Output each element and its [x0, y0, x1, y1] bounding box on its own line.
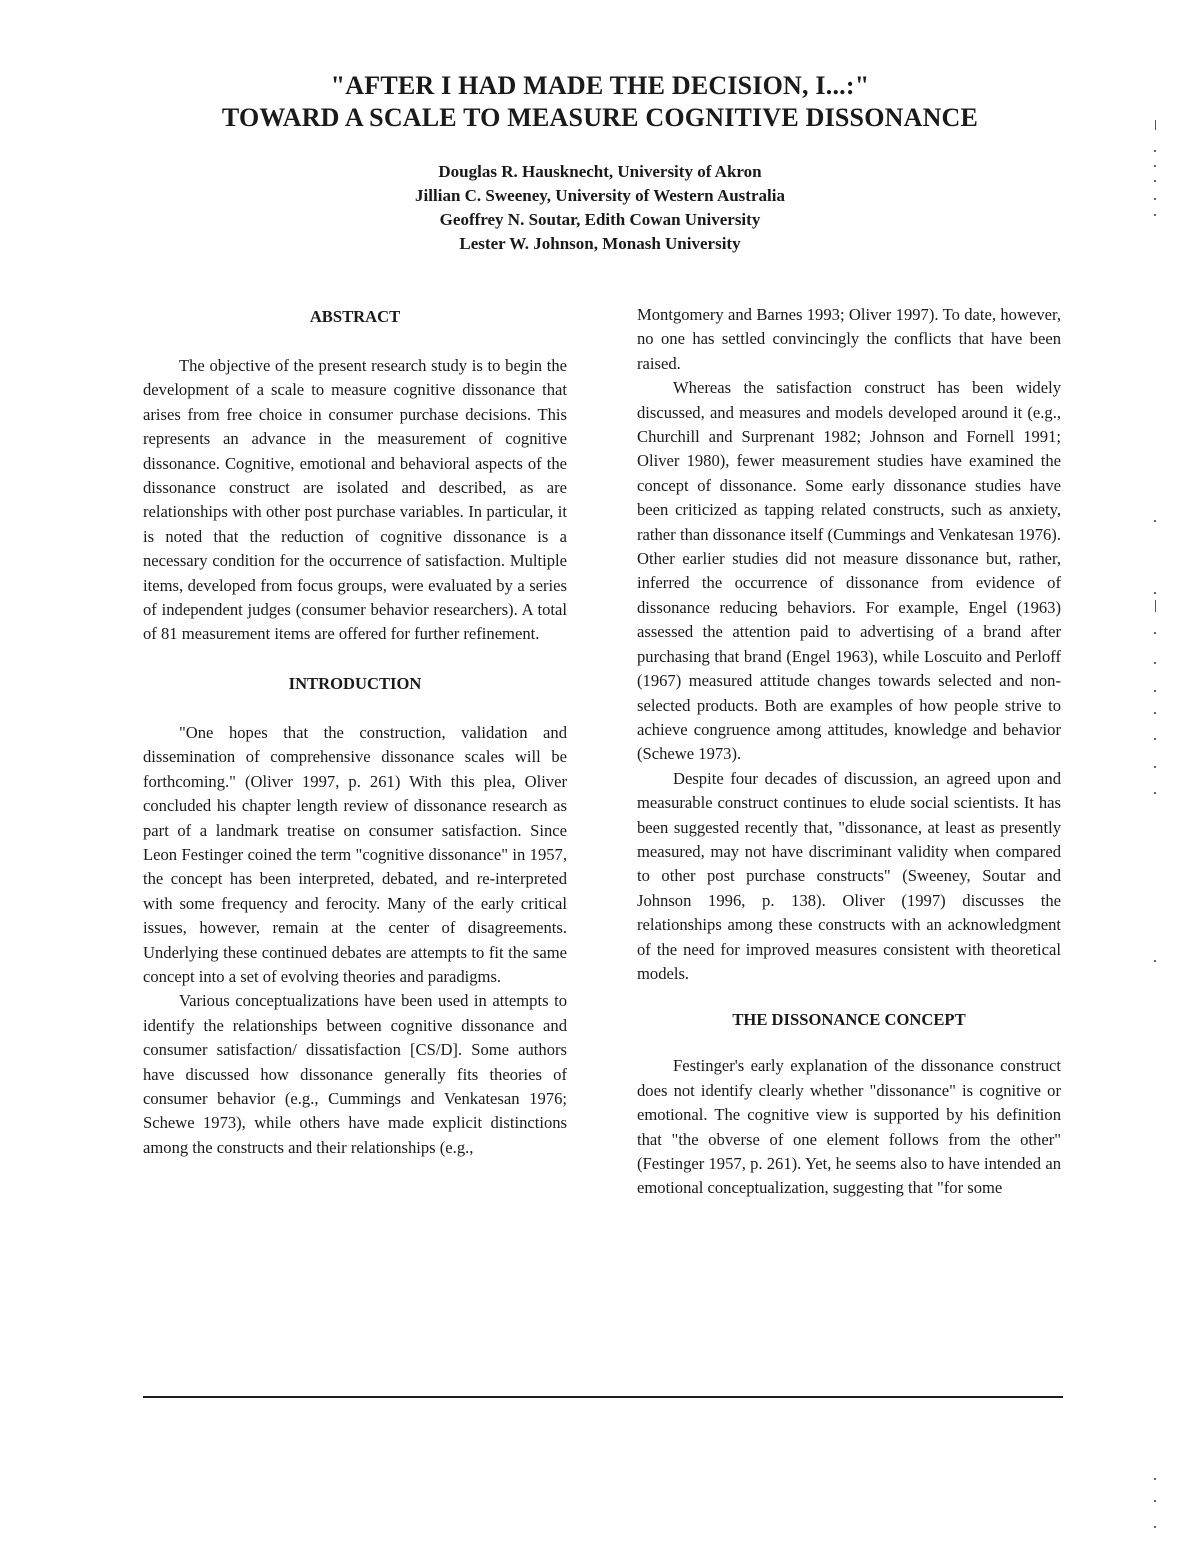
- continued-paragraph: Montgomery and Barnes 1993; Oliver 1997). To date, however, no one has settled convincingly the conflicts that have been raised.: [637, 305, 1061, 373]
- spacer: [637, 986, 1061, 1008]
- scan-mark: [1154, 150, 1156, 152]
- body-paragraph: Whereas the satisfaction construct has been widely discussed, and measures and models developed around it (e.g., Churchill and Surprenant 1982; Johnson and Fornell 1991; Oliver 1980), fewer measurement studies have examined the concept of dissonance. Some early dissonance studies have been criticized as tapping related constructs, such as anxiety, rather than dissonance itself (Cummings and Venkatesan 1976). Other earlier studies did not measure dissonance but, rather, inferred the occurrence of dissonance from evidence of dissonance reducing behaviors. For example, Engel (1963) assessed the attention paid to advertising of a brand after purchasing that brand (Engel 1963), while Loscuito and Perloff (1967) measured attitude changes towards selected and non-selected products. Both are examples of how people strive to achieve congruence among attitudes, knowledge and behavior (Schewe 1973).: [637, 378, 1061, 764]
- scan-mark: [1154, 738, 1156, 740]
- spacer: [637, 1032, 1061, 1054]
- scan-mark: [1154, 1478, 1156, 1480]
- scan-mark: [1155, 600, 1156, 612]
- scan-mark: [1154, 712, 1156, 714]
- author-line: Lester W. Johnson, Monash University: [459, 234, 741, 253]
- scan-mark: [1154, 214, 1156, 216]
- scan-mark: [1154, 592, 1156, 594]
- body-paragraph: Despite four decades of discussion, an agreed upon and measurable construct continues to elude social scientists. It has been suggested recently that, "dissonance, at least as presently measured, may not have discriminant validity when compared to other post purchase constructs" (Sweeney, Soutar and Johnson 1996, p. 138). Oliver (1997) discusses the relationships among these constructs with an acknowledgment of the need for improved measures consistent with theoretical models.: [637, 768, 1061, 983]
- abstract-heading: ABSTRACT: [309, 307, 401, 326]
- scan-mark: [1154, 662, 1156, 664]
- scan-mark: [1154, 690, 1156, 692]
- scan-mark: [1154, 198, 1156, 200]
- scan-mark: [1155, 120, 1156, 130]
- paper-title-line-1: "AFTER I HAD MADE THE DECISION, I...:": [330, 71, 870, 100]
- paper-title-line-2: TOWARD A SCALE TO MEASURE COGNITIVE DISSONANCE: [221, 103, 979, 132]
- body-paragraph: Festinger's early explanation of the dissonance construct does not identify clearly whether "dissonance" is cognitive or emotional. The cognitive view is supported by his definition that "the obverse of one element follows from the other" (Festinger 1957, p. 261). Yet, he seems also to have intended an emotional conceptualization, suggesting that "for some: [637, 1056, 1061, 1198]
- introduction-paragraph: "One hopes that the construction, validation and dissemination of comprehensive dissonance scales will be forthcoming." (Oliver 1997, p. 261) With this plea, Oliver concluded his chapter length review of dissonance research as part of a landmark treatise on consumer satisfaction. Since Leon Festinger coined the term "cognitive dissonance" in 1957, the concept has been interpreted, debated, and re-interpreted with some frequency and ferocity. Many of the early critical issues, however, remain at the center of disagreements. Underlying these continued debates are attempts to fit the same concept into a set of evolving theories and paradigms.: [143, 722, 567, 986]
- right-column: [637, 303, 1061, 1201]
- scan-mark: [1154, 632, 1156, 634]
- abstract-paragraph: The objective of the present research study is to begin the development of a scale to measure cognitive dissonance that arises from free choice in consumer purchase decisions. This represents an advance in the measurement of cognitive dissonance. Cognitive, emotional and behavioral aspects of the dissonance construct are isolated and described, as are relationships with other post purchase variables. In particular, it is noted that the reduction of cognitive dissonance is a necessary condition for the occurrence of satisfaction. Multiple items, developed from focus groups, were evaluated by a series of independent judges (consumer behavior researchers). A total of 81 measurement items are offered for further refinement.: [143, 356, 567, 644]
- footer-rule: [143, 1396, 1063, 1398]
- spacer: [143, 647, 567, 672]
- author-list: [300, 160, 900, 256]
- spacer: [143, 329, 567, 354]
- author-line: Jillian C. Sweeney, University of Western Australia: [415, 186, 785, 205]
- left-column: [143, 305, 567, 1160]
- scan-mark: [1154, 960, 1156, 962]
- scan-mark: [1154, 1526, 1156, 1528]
- scan-mark: [1154, 1500, 1156, 1502]
- spacer: [143, 696, 567, 721]
- introduction-heading: INTRODUCTION: [288, 673, 422, 693]
- scan-mark: [1154, 180, 1156, 182]
- scan-mark: [1154, 520, 1156, 522]
- author-line: Douglas R. Hausknecht, University of Akron: [438, 162, 762, 181]
- scan-mark: [1154, 766, 1156, 768]
- introduction-paragraph: Various conceptualizations have been used in attempts to identify the relationships between cognitive dissonance and consumer satisfaction/ dissatisfaction [CS/D]. Some authors have discussed how dissonance generally fits theories of consumer behavior (e.g., Cummings and Venkatesan 1976; Schewe 1973), while others have made explicit distinctions among the constructs and their relationships (e.g.,: [143, 991, 567, 1157]
- dissonance-concept-heading: THE DISSONANCE CONCEPT: [732, 1010, 966, 1030]
- author-line: Geoffrey N. Soutar, Edith Cowan University: [439, 210, 761, 229]
- scan-mark: [1154, 792, 1156, 794]
- scan-mark: [1154, 165, 1156, 167]
